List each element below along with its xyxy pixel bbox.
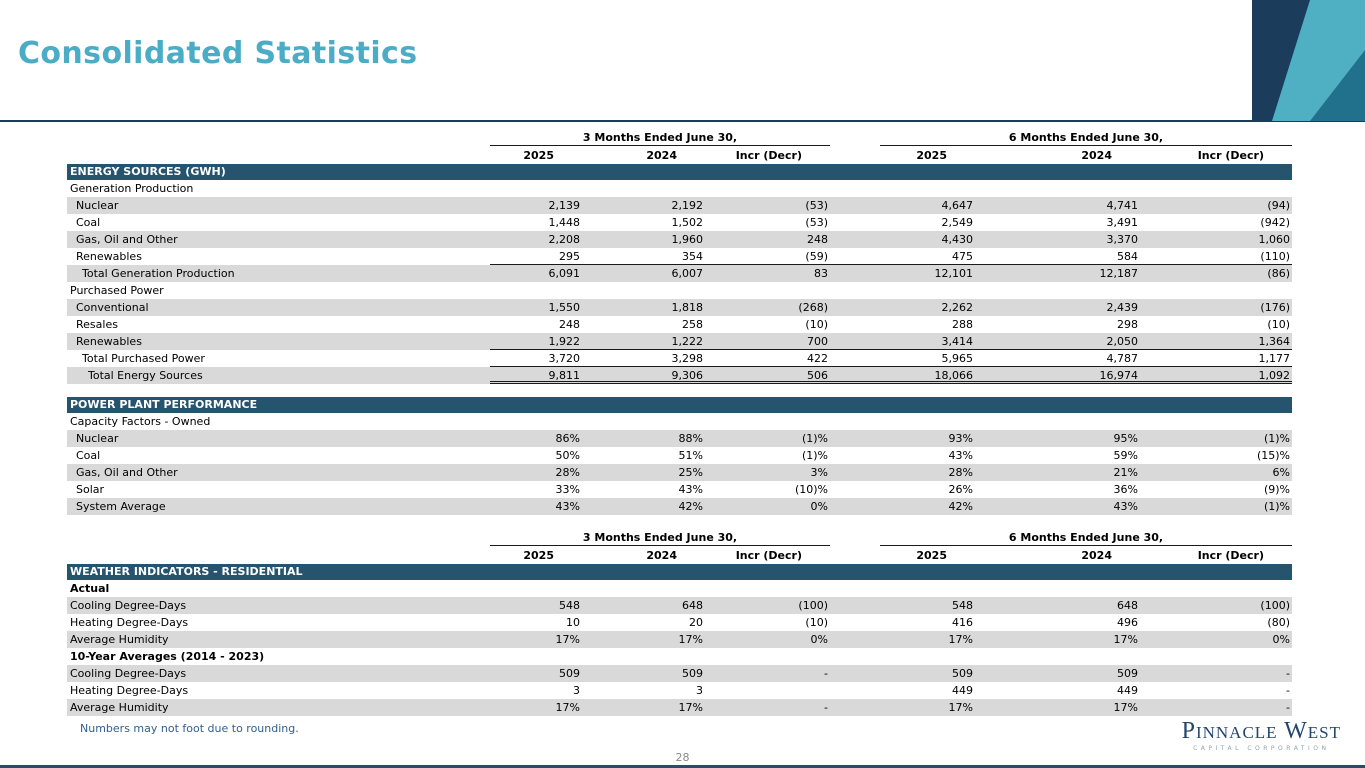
consolidated-statistics-table (67, 128, 1292, 716)
row-value (830, 180, 975, 197)
row-value: 51% (678, 449, 703, 462)
year-header: 2025 (523, 549, 554, 562)
row-value: 42% (678, 500, 703, 513)
year-header: 2024 (646, 149, 677, 162)
section-banner: ENERGY SOURCES (GWH) (67, 164, 1292, 180)
row-label: Resales (76, 318, 118, 331)
table-row (67, 413, 1292, 430)
row-value: 3,298 (582, 350, 705, 367)
row-value: 17% (1113, 701, 1138, 714)
row-value: (100) (798, 599, 828, 612)
row-label: Solar (76, 483, 105, 496)
pinnacle-west-logo (1182, 718, 1341, 752)
row-value (490, 648, 582, 665)
row-value: 93% (948, 432, 973, 445)
row-value (582, 580, 705, 597)
row-value: 28% (948, 466, 973, 479)
row-value (1140, 282, 1292, 299)
row-value: 43% (555, 500, 580, 513)
row-value: - (1286, 701, 1290, 714)
row-value: 548 (952, 599, 973, 612)
row-value: 12,187 (1099, 267, 1138, 280)
row-value: 9,811 (490, 367, 582, 384)
row-label: Renewables (76, 250, 142, 263)
row-value (490, 282, 582, 299)
row-value: 10 (566, 616, 580, 629)
year-header: 2024 (646, 549, 677, 562)
year-header: Incr (Decr) (1197, 149, 1264, 162)
table-row (67, 197, 1292, 214)
section-gap (67, 515, 1292, 528)
table-row (67, 699, 1292, 716)
row-value: 298 (1117, 318, 1138, 331)
table-row (67, 282, 1292, 299)
row-value: 1,550 (548, 301, 580, 314)
row-value: 422 (705, 350, 830, 367)
table-row (67, 631, 1292, 648)
row-label: Coal (76, 449, 101, 462)
row-value (582, 180, 705, 197)
row-value (705, 282, 830, 299)
row-value: 449 (952, 684, 973, 697)
row-value: 50% (555, 449, 580, 462)
row-value: 43% (948, 449, 973, 462)
row-label: Cooling Degree-Days (70, 667, 187, 680)
row-value: 17% (678, 633, 703, 646)
row-value: 28% (555, 466, 580, 479)
row-value: 1,960 (671, 233, 703, 246)
row-value: 1,222 (582, 333, 705, 350)
row-value: 17% (948, 633, 973, 646)
row-value (490, 180, 582, 197)
row-value (975, 580, 1140, 597)
table-row (67, 597, 1292, 614)
row-value: - (1286, 684, 1290, 697)
row-label: Generation Production (70, 182, 194, 195)
year-header-row (67, 546, 1292, 564)
row-value: 3 (573, 684, 580, 697)
row-value: 584 (975, 248, 1140, 265)
row-label: Actual (70, 582, 110, 595)
row-label: Average Humidity (70, 701, 169, 714)
row-value (975, 648, 1140, 665)
row-value (582, 413, 705, 430)
row-value: 449 (1117, 684, 1138, 697)
period-group-header-row (67, 528, 1292, 546)
row-value: 2,192 (671, 199, 703, 212)
row-value: - (1286, 667, 1290, 680)
row-value: (10)% (794, 483, 828, 496)
row-value: 1,502 (671, 216, 703, 229)
row-label: Heating Degree-Days (70, 684, 189, 697)
row-value: (10) (805, 616, 828, 629)
row-value: 2,262 (941, 301, 973, 314)
row-value: 248 (559, 318, 580, 331)
row-value (1140, 413, 1292, 430)
row-label: Purchased Power (70, 284, 164, 297)
section-banner: WEATHER INDICATORS - RESIDENTIAL (67, 564, 1292, 580)
row-label: System Average (76, 500, 166, 513)
row-value: (100) (1260, 599, 1290, 612)
row-label: Capacity Factors - Owned (70, 415, 211, 428)
row-value: 509 (559, 667, 580, 680)
row-label: Gas, Oil and Other (76, 233, 178, 246)
row-value: 88% (678, 432, 703, 445)
row-value (490, 580, 582, 597)
row-value: 509 (952, 667, 973, 680)
row-value: 3 (696, 684, 703, 697)
row-value: (176) (1260, 301, 1290, 314)
row-value: 17% (948, 701, 973, 714)
row-value: (110) (1140, 248, 1292, 265)
row-value: 6% (1272, 466, 1290, 479)
period-group-label: 6 Months Ended June 30, (880, 131, 1292, 146)
row-label: Total Purchased Power (82, 352, 205, 365)
row-label: Renewables (76, 335, 142, 348)
year-header: Incr (Decr) (1197, 549, 1264, 562)
year-header: Incr (Decr) (735, 549, 802, 562)
row-value: 16,974 (975, 367, 1140, 384)
row-value: 648 (682, 599, 703, 612)
row-value: 17% (555, 633, 580, 646)
row-value (705, 648, 830, 665)
row-value: 1,922 (490, 333, 582, 350)
row-value: (1)% (1263, 432, 1290, 445)
table-row (67, 231, 1292, 248)
row-value (705, 180, 830, 197)
year-header: Incr (Decr) (735, 149, 802, 162)
table-row (67, 299, 1292, 316)
row-value (975, 282, 1140, 299)
row-value: 3,414 (830, 333, 975, 350)
row-value: 648 (1117, 599, 1138, 612)
row-value: - (824, 701, 828, 714)
row-value: 1,448 (548, 216, 580, 229)
row-value: 4,430 (941, 233, 973, 246)
row-value: 0% (1272, 633, 1290, 646)
row-value: 0% (810, 633, 828, 646)
row-value: 1,818 (671, 301, 703, 314)
row-value: (1)% (801, 449, 828, 462)
row-value: 2,549 (941, 216, 973, 229)
table-row (67, 214, 1292, 231)
period-group-label: 3 Months Ended June 30, (490, 131, 830, 146)
row-value (975, 413, 1140, 430)
section-gap (67, 384, 1292, 397)
row-value: 26% (948, 483, 973, 496)
corner-triangles-icon (1252, 0, 1365, 121)
row-value: 86% (555, 432, 580, 445)
row-value: 2,208 (548, 233, 580, 246)
row-label: Nuclear (76, 432, 119, 445)
row-value: 248 (807, 233, 828, 246)
table-row (67, 248, 1292, 265)
row-value: - (824, 667, 828, 680)
row-value (582, 648, 705, 665)
row-value (582, 282, 705, 299)
row-label: Total Energy Sources (88, 369, 203, 382)
year-header-row (67, 146, 1292, 164)
row-value: 1,092 (1140, 367, 1292, 384)
row-value: 416 (952, 616, 973, 629)
row-value: 4,787 (975, 350, 1140, 367)
row-value: 6,091 (548, 267, 580, 280)
row-value: 509 (682, 667, 703, 680)
footnote: Numbers may not foot due to rounding. (80, 722, 299, 735)
row-value: 4,647 (941, 199, 973, 212)
row-label: 10-Year Averages (2014 - 2023) (70, 650, 265, 663)
row-value: 295 (490, 248, 582, 265)
section-banner: POWER PLANT PERFORMANCE (67, 397, 1292, 413)
row-value (705, 413, 830, 430)
row-value: 95% (1113, 432, 1138, 445)
row-value (1140, 580, 1292, 597)
row-value: 3,720 (490, 350, 582, 367)
row-value: 17% (678, 701, 703, 714)
row-value (830, 282, 975, 299)
year-header: 2025 (916, 149, 947, 162)
row-label: Total Generation Production (82, 267, 235, 280)
period-group-label: 6 Months Ended June 30, (880, 531, 1292, 546)
row-value: (59) (705, 248, 830, 265)
row-value (1140, 180, 1292, 197)
row-value: 9,306 (582, 367, 705, 384)
row-value: 83 (814, 267, 828, 280)
row-value: 1,364 (1140, 333, 1292, 350)
page-number: 28 (675, 751, 690, 764)
year-header: 2024 (1081, 149, 1112, 162)
table-row (67, 180, 1292, 197)
row-label: Nuclear (76, 199, 119, 212)
year-header: 2025 (916, 549, 947, 562)
row-value: 43% (1113, 500, 1138, 513)
table-row (67, 316, 1292, 333)
corner-decoration (1252, 0, 1365, 121)
row-value: 1,177 (1140, 350, 1292, 367)
row-value: (268) (798, 301, 828, 314)
row-value: 0% (810, 500, 828, 513)
row-value: 700 (705, 333, 830, 350)
row-value: 548 (559, 599, 580, 612)
row-value: (942) (1260, 216, 1290, 229)
row-value: (53) (805, 199, 828, 212)
row-value: 258 (682, 318, 703, 331)
table-row (67, 367, 1292, 384)
row-value: (80) (1267, 616, 1290, 629)
row-value: 3,491 (1106, 216, 1138, 229)
row-value (1140, 648, 1292, 665)
row-value: 20 (689, 616, 703, 629)
row-value (830, 580, 975, 597)
row-value (975, 180, 1140, 197)
row-label: Average Humidity (70, 633, 169, 646)
row-label: Cooling Degree-Days (70, 599, 187, 612)
row-value (705, 682, 830, 699)
row-value: 2,439 (1106, 301, 1138, 314)
row-value: 12,101 (934, 267, 973, 280)
row-value: (1)% (801, 432, 828, 445)
row-value (705, 580, 830, 597)
row-value: 2,139 (548, 199, 580, 212)
row-label: Heating Degree-Days (70, 616, 189, 629)
row-value: 21% (1113, 466, 1138, 479)
row-value: (15)% (1256, 449, 1290, 462)
row-label: Coal (76, 216, 101, 229)
row-value: 288 (952, 318, 973, 331)
table-row (67, 464, 1292, 481)
row-value: 42% (948, 500, 973, 513)
row-value: 475 (830, 248, 975, 265)
row-value: 18,066 (830, 367, 975, 384)
table-row (67, 580, 1292, 597)
row-value: 25% (678, 466, 703, 479)
row-value: (9)% (1263, 483, 1290, 496)
table-row (67, 614, 1292, 631)
logo-subtitle: CAPITAL CORPORATION (1193, 745, 1330, 752)
period-group-header-row (67, 128, 1292, 146)
table-row (67, 682, 1292, 699)
logo-company-name: Pinnacle West (1181, 718, 1341, 744)
row-value: 354 (582, 248, 705, 265)
row-value: 3% (810, 466, 828, 479)
row-value (830, 648, 975, 665)
row-value: (86) (1267, 267, 1290, 280)
row-value: 5,965 (830, 350, 975, 367)
row-value (490, 413, 582, 430)
row-value: (1)% (1263, 500, 1290, 513)
table-row (67, 447, 1292, 464)
row-value: 2,050 (975, 333, 1140, 350)
row-value: (94) (1267, 199, 1290, 212)
row-value: 506 (705, 367, 830, 384)
row-value: 33% (555, 483, 580, 496)
slide-header (0, 0, 1365, 122)
page-title: Consolidated Statistics (18, 36, 418, 71)
row-value: 496 (1117, 616, 1138, 629)
row-value: 17% (1113, 633, 1138, 646)
row-value: 1,060 (1258, 233, 1290, 246)
row-label: Conventional (76, 301, 149, 314)
table-row (67, 350, 1292, 367)
table-row (67, 665, 1292, 682)
row-value: 36% (1113, 483, 1138, 496)
row-value: 509 (1117, 667, 1138, 680)
row-value: 4,741 (1106, 199, 1138, 212)
row-value: (10) (805, 318, 828, 331)
year-header: 2025 (523, 149, 554, 162)
row-label: Gas, Oil and Other (76, 466, 178, 479)
period-group-label: 3 Months Ended June 30, (490, 531, 830, 546)
row-value: (53) (805, 216, 828, 229)
year-header: 2024 (1081, 549, 1112, 562)
table-row (67, 333, 1292, 350)
row-value: 17% (555, 701, 580, 714)
row-value: 43% (678, 483, 703, 496)
table-row (67, 481, 1292, 498)
table-row (67, 498, 1292, 515)
row-value (830, 413, 975, 430)
row-value: 59% (1113, 449, 1138, 462)
row-value: 3,370 (1106, 233, 1138, 246)
row-value: (10) (1267, 318, 1290, 331)
table-row (67, 648, 1292, 665)
table-row (67, 430, 1292, 447)
table-row (67, 265, 1292, 282)
row-value: 6,007 (671, 267, 703, 280)
